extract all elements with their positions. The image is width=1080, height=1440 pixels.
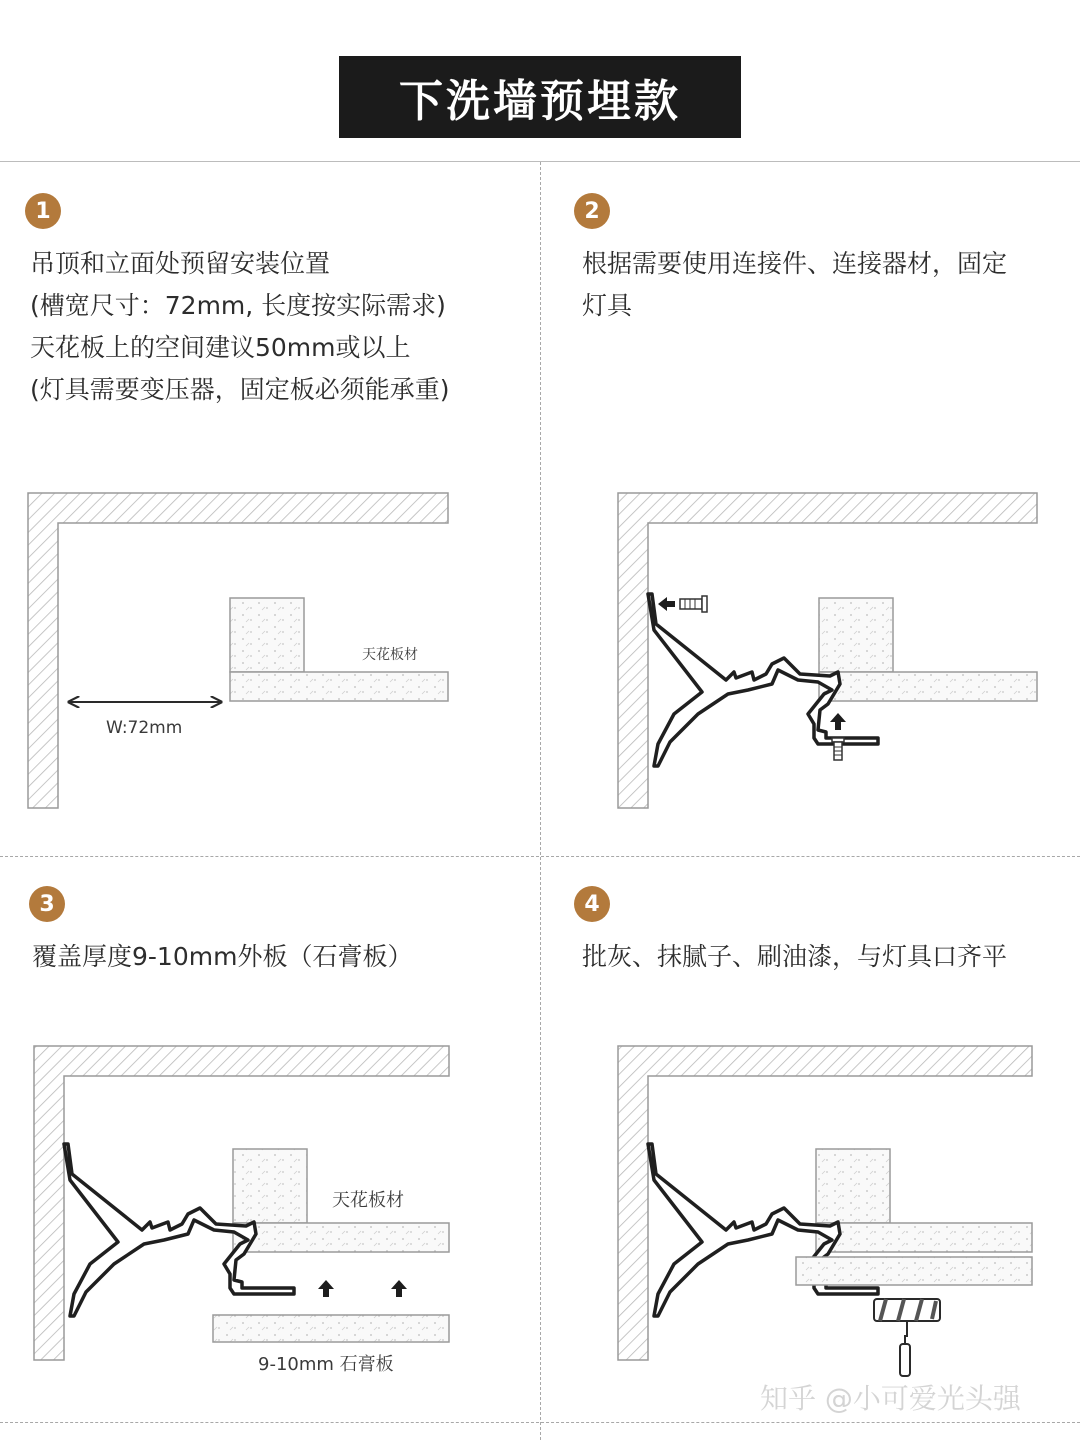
step-2-line: 根据需要使用连接件、连接器材，固定 xyxy=(582,249,1008,278)
arrow-up-icon xyxy=(318,1280,334,1297)
step-2-line: 灯具 xyxy=(582,291,633,320)
step-3-line: 覆盖厚度9-10mm外板（石膏板） xyxy=(32,942,413,971)
step-3-badge: 3 xyxy=(29,886,65,922)
step-4-line: 批灰、抹腻子、刷油漆，与灯具口齐平 xyxy=(582,942,1008,971)
step-1-line: 天花板上的空间建议50mm或以上 xyxy=(30,333,411,362)
step-1-line: (槽宽尺寸：72mm, 长度按实际需求) xyxy=(30,291,446,320)
ceiling-board xyxy=(230,672,448,701)
ceiling-block xyxy=(816,1149,890,1223)
ceiling-board xyxy=(819,672,1037,701)
ceiling-board-label: 天花板材 xyxy=(332,1190,404,1211)
ceiling-block xyxy=(819,598,893,672)
arrow-up-icon xyxy=(830,713,846,730)
watermark: 知乎 @小可爱光头强 xyxy=(760,1382,1021,1415)
diagram-step-4 xyxy=(618,1046,1032,1376)
diagram-step-3 xyxy=(34,1046,449,1375)
step-1-badge: 1 xyxy=(25,193,61,229)
paint-roller-icon xyxy=(874,1299,940,1376)
ceiling-board xyxy=(816,1223,1032,1252)
screw-icon xyxy=(680,596,707,612)
step-4-badge: 4 xyxy=(574,886,610,922)
ceiling-block xyxy=(233,1149,307,1223)
step-1-line: (灯具需要变压器，固定板必须能承重) xyxy=(30,375,450,404)
gypsum-board xyxy=(213,1315,449,1342)
gypsum-label: 9-10mm 石膏板 xyxy=(258,1354,394,1375)
arrow-left-icon xyxy=(658,597,675,611)
ceiling-block xyxy=(230,598,304,672)
screw-icon xyxy=(832,738,844,760)
width-label: W:72mm xyxy=(106,718,183,738)
diagram-step-1 xyxy=(28,493,448,808)
arrow-up-icon xyxy=(391,1280,407,1297)
ceiling-board-label: 天花板材 xyxy=(362,647,418,663)
step-2-badge: 2 xyxy=(574,193,610,229)
step-1-line: 吊顶和立面处预留安装位置 xyxy=(30,249,331,278)
page-title: 下洗墙预埋款 xyxy=(339,56,741,138)
ceiling-board xyxy=(233,1223,449,1252)
diagram-step-2 xyxy=(618,493,1037,808)
gypsum-board xyxy=(796,1257,1032,1285)
